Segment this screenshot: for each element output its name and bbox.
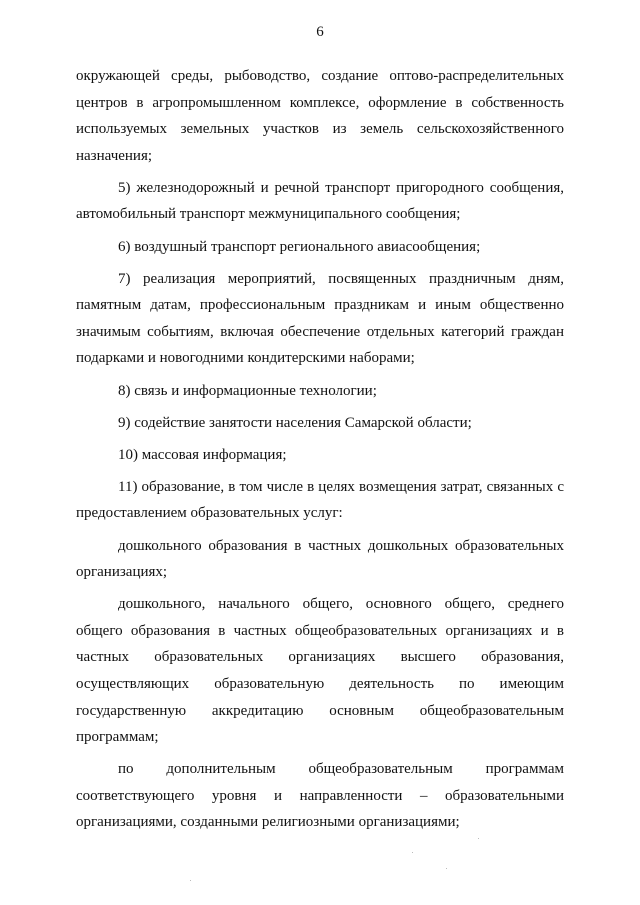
paragraph-item-11-education: 11) образование, в том числе в целях возмещения затрат, связанных с предоставлением образовательных услуг: xyxy=(76,478,564,522)
paragraph-item-7-events: 7) реализация мероприятий, посвященных праздничным дням, памятным датам, профессиональным праздникам и иным общественно значимым событиям, включая обеспечение отдельных категорий граждан подарками и новогодними кондитерскими наборами; xyxy=(76,270,564,367)
scan-artifact xyxy=(190,880,191,881)
paragraph-item-10-mass-media: 10) массовая информация; xyxy=(118,446,287,463)
scan-artifact xyxy=(446,868,447,869)
paragraph-item-6-air-transport: 6) воздушный транспорт регионального авиасообщения; xyxy=(118,238,481,255)
scan-artifact xyxy=(412,852,413,853)
paragraph-general-education: дошкольного, начального общего, основного общего, среднего общего образования в частных общеобразовательных организациях и в частных образовательных организациях высшего образования, осуществляющих образовательную деятельность по имеющим государственную аккредитацию основным общеобразовательным программам; xyxy=(76,596,564,746)
paragraph-item-9-employment: 9) содействие занятости населения Самарской области; xyxy=(118,414,472,431)
paragraph-item-8-communications: 8) связь и информационные технологии; xyxy=(118,382,377,399)
paragraph-additional-programs: по дополнительным общеобразовательным программам соответствующего уровня и направленности – образовательными организациями, созданными религиозными организациями; xyxy=(76,761,564,831)
scan-artifact xyxy=(478,838,479,839)
document-body xyxy=(76,63,564,842)
paragraph-item-5-transport: 5) железнодорожный и речной транспорт пригородного сообщения, автомобильный транспорт межмуниципального сообщения; xyxy=(76,179,564,223)
paragraph-preschool-education: дошкольного образования в частных дошкольных образовательных организациях; xyxy=(76,537,564,581)
page-number: 6 xyxy=(316,24,324,40)
paragraph-continuation: окружающей среды, рыбоводство, создание оптово-распределительных центров в агропромышленном комплексе, оформление в собственность используемых земельных участков из земель сельскохозяйственного назначения; xyxy=(76,68,564,164)
